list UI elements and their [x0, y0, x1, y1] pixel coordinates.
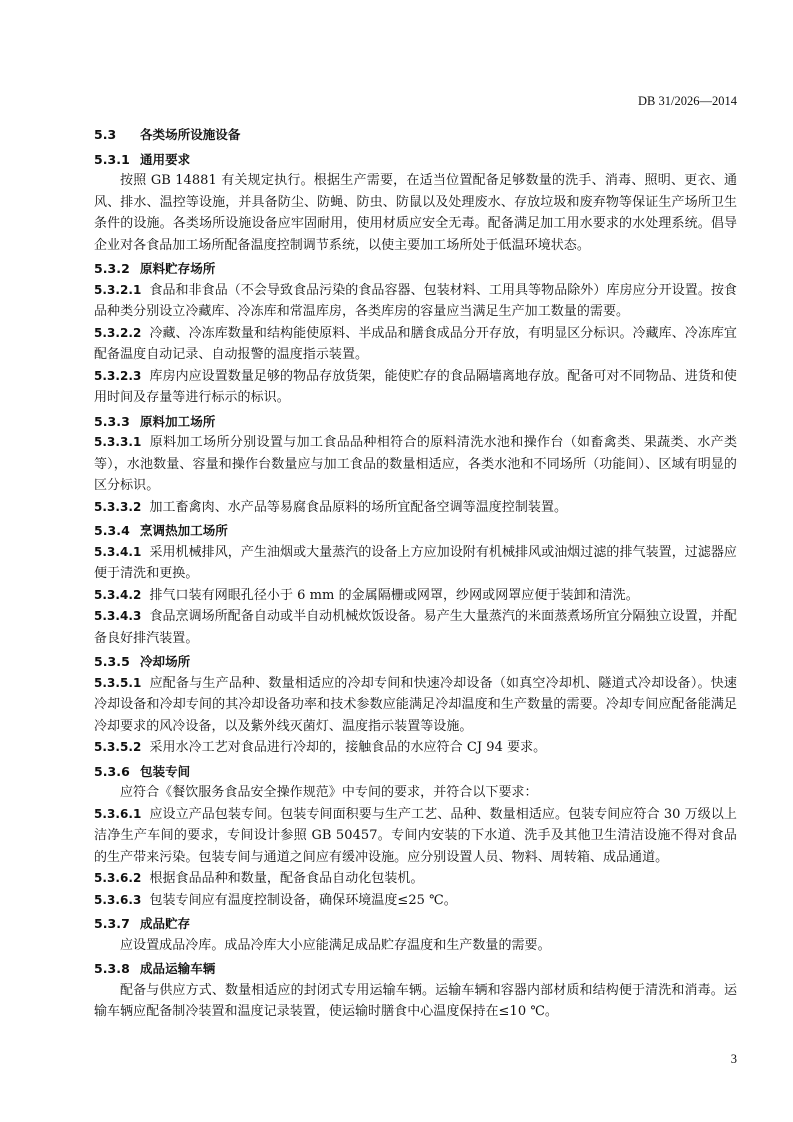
clause-number: 5.3.2.3 — [94, 368, 142, 383]
section-number: 5.3.1 — [94, 151, 130, 167]
clause — [94, 585, 737, 607]
clause — [94, 673, 737, 738]
section-title: 原料贮存场所 — [140, 261, 216, 276]
section-title: 烹调热加工场所 — [140, 523, 228, 538]
document-body — [94, 124, 737, 1023]
clause-text: 库房内应设置数量足够的物品存放货架，能使贮存的食品隔墙离地存放。配备可对不同物品、进货和使用时间及存量等进行标示的标识。 — [94, 368, 737, 405]
clause-text: 根据食品品种和数量，配备食品自动化包装机。 — [149, 871, 424, 886]
clause — [94, 606, 737, 649]
clause — [94, 804, 737, 869]
clause-number: 5.3.4.1 — [94, 544, 142, 559]
clause-number: 5.3.2.1 — [94, 282, 142, 297]
document-code: DB 31/2026—2014 — [638, 94, 737, 108]
clause-text: 食品烹调场所配备自动或半自动机械炊饭设备。易产生大量蒸汽的米面蒸煮场所宜分隔独立设置，并配备良好排汽装置。 — [94, 609, 737, 646]
clause-text: 应配备与生产品种、数量相适应的冷却专间和快速冷却设备（如真空冷却机、隧道式冷却设备）。快速冷却设备和冷却专间的其冷却设备功率和技术参数应能满足冷却温度和生产数量的需要。冷却专间应配备能满足冷却要求的风冷设备，以及紫外线灭菌灯、温度指示装置等设施。 — [94, 675, 737, 734]
section-number: 5.3.4 — [94, 523, 130, 538]
clause-number: 5.3.4.2 — [94, 587, 142, 602]
section-heading-5-3-3 — [94, 411, 737, 433]
clause — [94, 890, 737, 912]
paragraph: 应设置成品冷库。成品冷库大小应能满足成品贮存温度和生产数量的需要。 — [120, 937, 551, 953]
clause — [94, 542, 737, 585]
clause-number: 5.3.6.2 — [94, 871, 142, 885]
section-number: 5.3.2 — [94, 261, 130, 276]
section-number: 5.3.6 — [94, 763, 130, 779]
paragraph: 配备与供应方式、数量相适应的封闭式专用运输车辆。运输车辆和容器内部材质和结构便于清洗和消毒。运输车辆应配备制冷装置和温度记录装置，使运输时膳食中心温度保持在≤10 ℃。 — [94, 982, 737, 1019]
clause — [94, 280, 737, 323]
section-heading-5-3-7 — [94, 913, 737, 935]
section-heading-5-3-2 — [94, 258, 737, 280]
section-title: 通用要求 — [140, 151, 191, 167]
section-heading-5-3-5 — [94, 651, 737, 673]
clause — [94, 323, 737, 366]
section-number: 5.3.8 — [94, 961, 130, 976]
clause — [94, 497, 737, 519]
section-heading-5-3 — [94, 124, 737, 146]
paragraph: 应符合《餐饮服务食品安全操作规范》中专间的要求，并符合以下要求： — [120, 785, 538, 800]
clause — [94, 868, 737, 890]
clause-number: 5.3.5.1 — [94, 675, 142, 690]
clause — [94, 366, 737, 409]
section-heading-5-3-1 — [94, 149, 737, 171]
clause — [94, 737, 737, 759]
section-title: 成品运输车辆 — [140, 961, 216, 976]
clause-number: 5.3.3.1 — [94, 435, 142, 449]
section-number: 5.3.5 — [94, 654, 130, 669]
clause-text: 原料加工场所分别设置与加工食品品种相符合的原料清洗水池和操作台（如畜禽类、果蔬类、水产类等），水池数量、容量和操作台数量应与加工食品的数量相适应，各类水池和不同场所（功能间）、区域有明显的区分标识。 — [94, 435, 737, 493]
clause-number: 5.3.4.3 — [94, 609, 142, 623]
paragraph: 按照 GB 14881 有关规定执行。根据生产需要，在适当位置配备足够数量的洗手、消毒、照明、更衣、通风、排水、温控等设施，并具备防尘、防蝇、防虫、防鼠以及处理废水、存放垃圾和废弃物等保证生产场所卫生条件的设施。各类场所设施设备应牢固耐用，使用材质应安全无毒。配备满足加工用水要求的水处理系统。倡导企业对各食品加工场所配备温度控制调节系统，以使主要加工场所处于低温环境状态。 — [94, 173, 737, 253]
clause-text: 食品和非食品（不会导致食品污染的食品容器、包装材料、工用具等物品除外）库房应分开设置。按食品种类分别设立冷藏库、冷冻库和常温库房，各类库房的容量应当满足生产加工数量的需要。 — [94, 282, 737, 319]
page-number: 3 — [730, 1052, 737, 1066]
section-heading-5-3-6 — [94, 761, 737, 783]
clause-text: 排气口装有网眼孔径小于 6 mm 的金属隔栅或网罩，纱网或网罩应便于装卸和清洗。 — [149, 587, 639, 603]
clause-text: 采用机械排风，产生油烟或大量蒸汽的设备上方应加设附有机械排风或油烟过滤的排气装置，过滤器应便于清洗和更换。 — [94, 544, 737, 581]
section-title: 冷却场所 — [140, 654, 191, 669]
clause-number: 5.3.2.2 — [94, 325, 142, 340]
section-title: 各类场所设施设备 — [140, 127, 241, 142]
section-number: 5.3 — [94, 127, 117, 142]
section-number: 5.3.3 — [94, 413, 130, 429]
section-title: 成品贮存 — [140, 916, 191, 931]
clause-number: 5.3.6.1 — [94, 806, 142, 821]
section-title: 原料加工场所 — [140, 413, 216, 429]
clause-text: 采用水冷工艺对食品进行冷却的，接触食品的水应符合 CJ 94 要求。 — [149, 740, 547, 755]
clause — [94, 432, 737, 497]
clause-number: 5.3.5.2 — [94, 740, 142, 754]
clause-text: 冷藏、冷冻库数量和结构能使原料、半成品和膳食成品分开存放，有明显区分标识。冷藏库、冷冻库宜配备温度自动记录、自动报警的温度指示装置。 — [94, 325, 737, 362]
clause-number: 5.3.6.3 — [94, 892, 142, 907]
section-heading-5-3-4 — [94, 520, 737, 542]
section-heading-5-3-8 — [94, 958, 737, 980]
clause-text: 应设立产品包装专间。包装专间面积要与生产工艺、品种、数量相适应。包装专间应符合 30 万级以上洁净生产车间的要求，专间设计参照 GB 50457。专间内安装的下水道、洗手及其他卫生清洁设施不得对食品的生产带来污染。包装专间与通道之间应有缓冲设施。应分别设置人员、物料、周转箱、成品通道。 — [94, 806, 737, 865]
clause-text: 包装专间应有温度控制设备，确保环境温度≤25 ℃。 — [149, 892, 457, 908]
section-title: 包装专间 — [140, 763, 191, 779]
clause-number: 5.3.3.2 — [94, 499, 142, 514]
clause-text: 加工畜禽肉、水产品等易腐食品原料的场所宜配备空调等温度控制装置。 — [149, 499, 568, 515]
section-number: 5.3.7 — [94, 916, 130, 931]
